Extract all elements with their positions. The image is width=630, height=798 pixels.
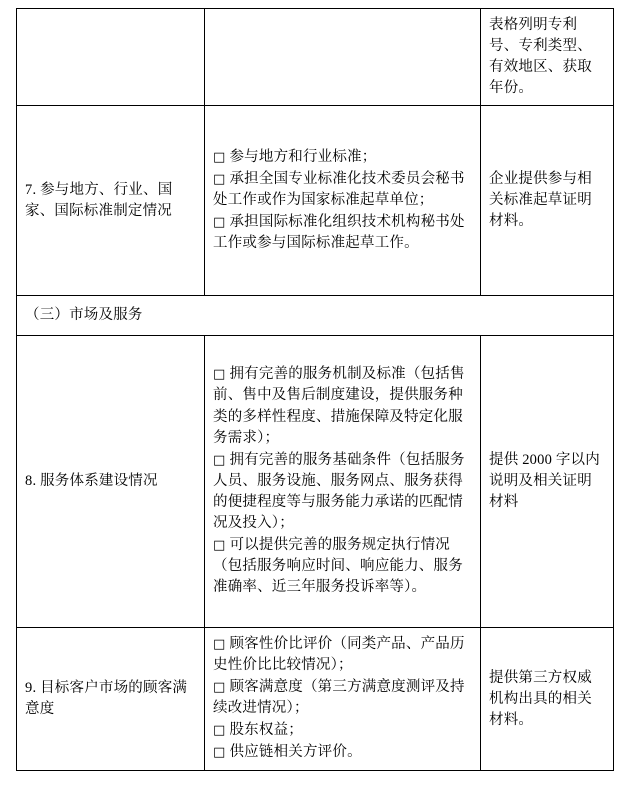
checkbox-item[interactable] xyxy=(213,364,472,448)
checkbox-icon[interactable]: □ xyxy=(213,214,226,230)
checkbox-label: 参与地方和行业标准； xyxy=(229,148,377,165)
checkbox-item[interactable] xyxy=(213,450,472,534)
checkbox-label: 承担全国专业标准化技术委员会秘书处工作或作为国家标准起草单位； xyxy=(213,170,465,208)
checkbox-label: 拥有完善的服务基础条件（包括服务人员、服务设施、服务网点、服务获得的便捷程度等与服务能力承诺的匹配情况及投入）； xyxy=(213,451,465,531)
checkbox-item[interactable] xyxy=(213,677,472,719)
checkbox-item[interactable] xyxy=(213,147,472,168)
row-9-label-cell: 9. 目标客户市场的顾客满意度 xyxy=(17,628,205,771)
checkbox-icon[interactable]: □ xyxy=(213,680,226,696)
row-9-evidence-cell: 提供第三方权威机构出具的相关材料。 xyxy=(481,628,614,771)
checkbox-icon[interactable]: □ xyxy=(213,171,226,187)
table-row xyxy=(17,9,614,106)
row-8-evidence-cell: 提供 2000 字以内说明及相关证明材料 xyxy=(481,336,614,628)
row-7-evidence-cell: 企业提供参与相关标准起草证明材料。 xyxy=(481,106,614,296)
checkbox-label: 供应链相关方评价。 xyxy=(229,744,362,761)
row-8-label-cell: 8. 服务体系建设情况 xyxy=(17,336,205,628)
row-patent-label-cell xyxy=(17,9,205,106)
checkbox-icon[interactable]: □ xyxy=(213,149,226,165)
checkbox-label: 顾客满意度（第三方满意度测评及持续改进情况）； xyxy=(213,679,465,717)
section-title-cell: （三）市场及服务 xyxy=(17,296,614,336)
row-patent-evidence-cell: 表格列明专利号、专利类型、有效地区、获取年份。 xyxy=(481,9,614,106)
checkbox-label: 可以提供完善的服务规定执行情况（包括服务响应时间、响应能力、服务准确率、近三年服务投诉率等）。 xyxy=(213,536,463,595)
table-row xyxy=(17,336,614,628)
table-row xyxy=(17,106,614,296)
checkbox-label: 承担国际标准化组织技术机构秘书处工作或参与国际标准起草工作。 xyxy=(213,213,465,251)
checkbox-item[interactable] xyxy=(213,720,472,741)
row-7-content-cell xyxy=(205,106,481,296)
checkbox-icon[interactable]: □ xyxy=(213,367,226,383)
checkbox-item[interactable] xyxy=(213,742,472,763)
checkbox-label: 股东权益； xyxy=(229,722,303,739)
checkbox-label: 顾客性价比评价（同类产品、产品历史性价比比较情况）； xyxy=(213,636,465,674)
row-patent-content-cell xyxy=(205,9,481,106)
checkbox-icon[interactable]: □ xyxy=(213,452,226,468)
requirements-table xyxy=(16,8,614,771)
checkbox-icon[interactable]: □ xyxy=(213,745,226,761)
checkbox-icon[interactable]: □ xyxy=(213,537,226,553)
checkbox-item[interactable] xyxy=(213,169,472,211)
row-9-content-cell xyxy=(205,628,481,771)
table-row xyxy=(17,628,614,771)
checkbox-item[interactable] xyxy=(213,212,472,254)
table-section-row xyxy=(17,296,614,336)
checkbox-icon[interactable]: □ xyxy=(213,723,226,739)
row-8-content-cell xyxy=(205,336,481,628)
checkbox-label: 拥有完善的服务机制及标准（包括售前、售中及售后制度建设，提供服务种类的多样性程度、措施保障及特定化服务需求）； xyxy=(213,366,465,446)
checkbox-icon[interactable]: □ xyxy=(213,637,226,653)
row-7-label-cell: 7. 参与地方、行业、国家、国际标准制定情况 xyxy=(17,106,205,296)
checkbox-item[interactable] xyxy=(213,634,472,676)
checkbox-item[interactable] xyxy=(213,535,472,598)
